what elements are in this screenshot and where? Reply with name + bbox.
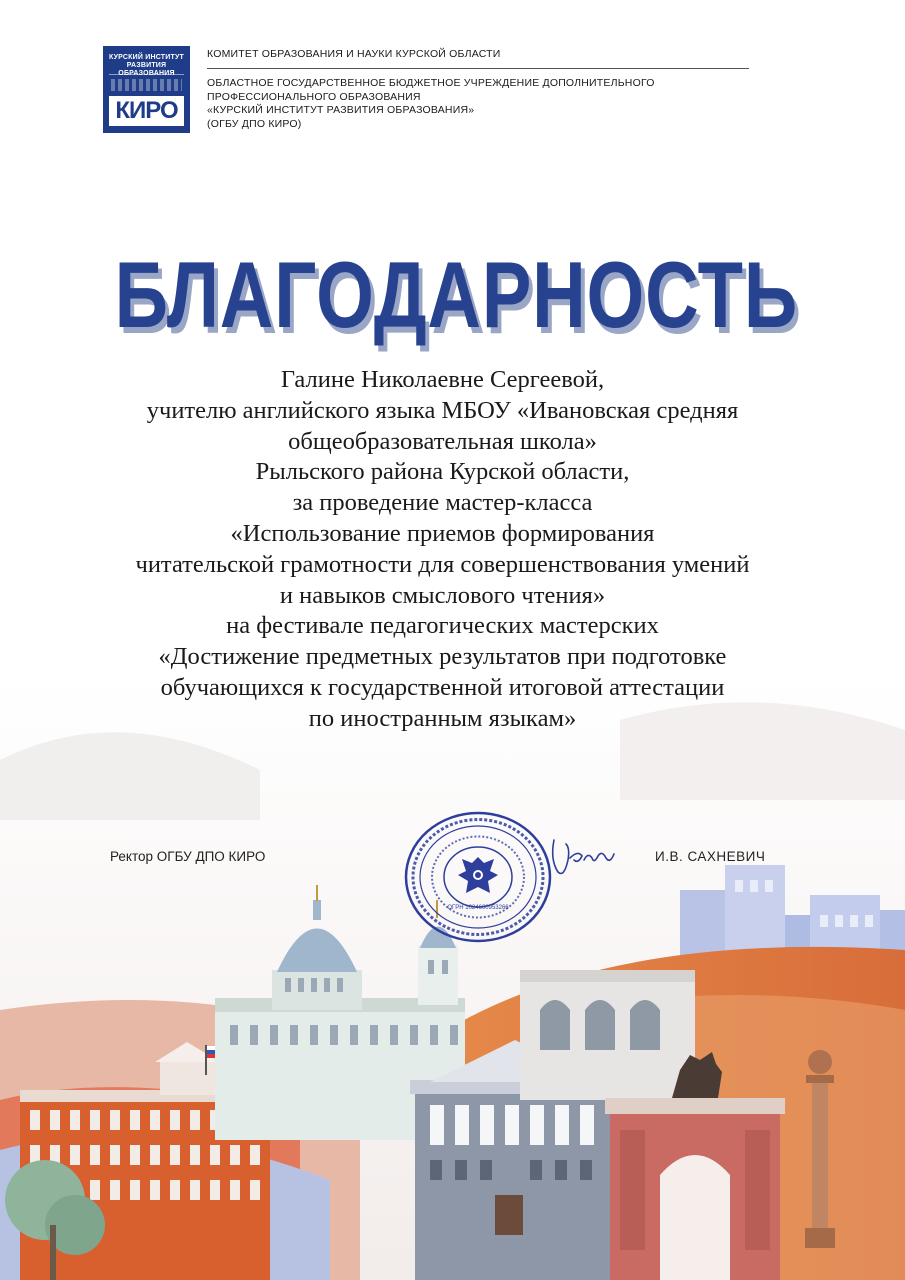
signatory-name: И.В. САХНЕВИЧ [655,849,766,864]
coat-of-arms-icon [458,857,498,893]
award-text-line: и навыков смыслового чтения» [279,581,606,609]
logo-caption-line-2: РАЗВИТИЯ [126,62,167,69]
logo-pattern [111,79,182,91]
logo-brand-text: КИРО [115,97,178,124]
award-text-line: по иностранным языкам» [308,704,577,732]
org-line: «КУРСКИЙ ИНСТИТУТ РАЗВИТИЯ ОБРАЗОВАНИЯ» [207,104,475,116]
header-divider [207,68,749,69]
award-text-line: Галине Николаевне Сергеевой, [280,366,605,393]
logo-divider [109,74,184,75]
handwritten-signature-icon [548,830,618,880]
org-line: (ОГБУ ДПО КИРО) [207,117,302,130]
award-text-line: Рыльского района Курской области, [255,458,630,486]
award-text-line: «Достижение предметных результатов при подготовке [158,643,727,671]
signatory-role: Ректор ОГБУ ДПО КИРО [110,849,266,864]
award-text-line: читательской грамотности для совершенствования умений [135,550,750,578]
kiro-logo-icon [103,46,190,133]
award-text [20,365,865,735]
logo-caption-line-1: КУРСКИЙ ИНСТИТУТ [108,54,184,61]
award-text-line: за проведение мастер-класса [292,489,593,517]
stamp-ogrn: ОГРН 1024600953266 [447,905,509,911]
org-line: ПРОФЕССИОНАЛЬНОГО ОБРАЗОВАНИЯ [207,90,421,103]
org-line: ОБЛАСТНОЕ ГОСУДАРСТВЕННОЕ БЮДЖЕТНОЕ УЧРЕЖДЕНИЕ ДОПОЛНИТЕЛЬНОГО [207,77,655,89]
official-stamp-icon [398,805,558,950]
award-text-line: обучающихся к государственной итоговой аттестации [160,673,725,701]
committee-name: КОМИТЕТ ОБРАЗОВАНИЯ И НАУКИ КУРСКОЙ ОБЛАСТИ [207,48,501,60]
organization-name [207,77,655,131]
award-text-line: «Использование приемов формирования [230,519,655,547]
award-text-line: общеобразовательная школа» [288,427,597,455]
document-title: БЛАГОДАРНОСТЬ [114,242,799,347]
city-buildings-illustration [0,680,905,1280]
award-text-line: учителю английского языка МБОУ «Ивановская средняя [146,396,739,424]
award-text-line: на фестивале педагогических мастерских [226,612,659,640]
